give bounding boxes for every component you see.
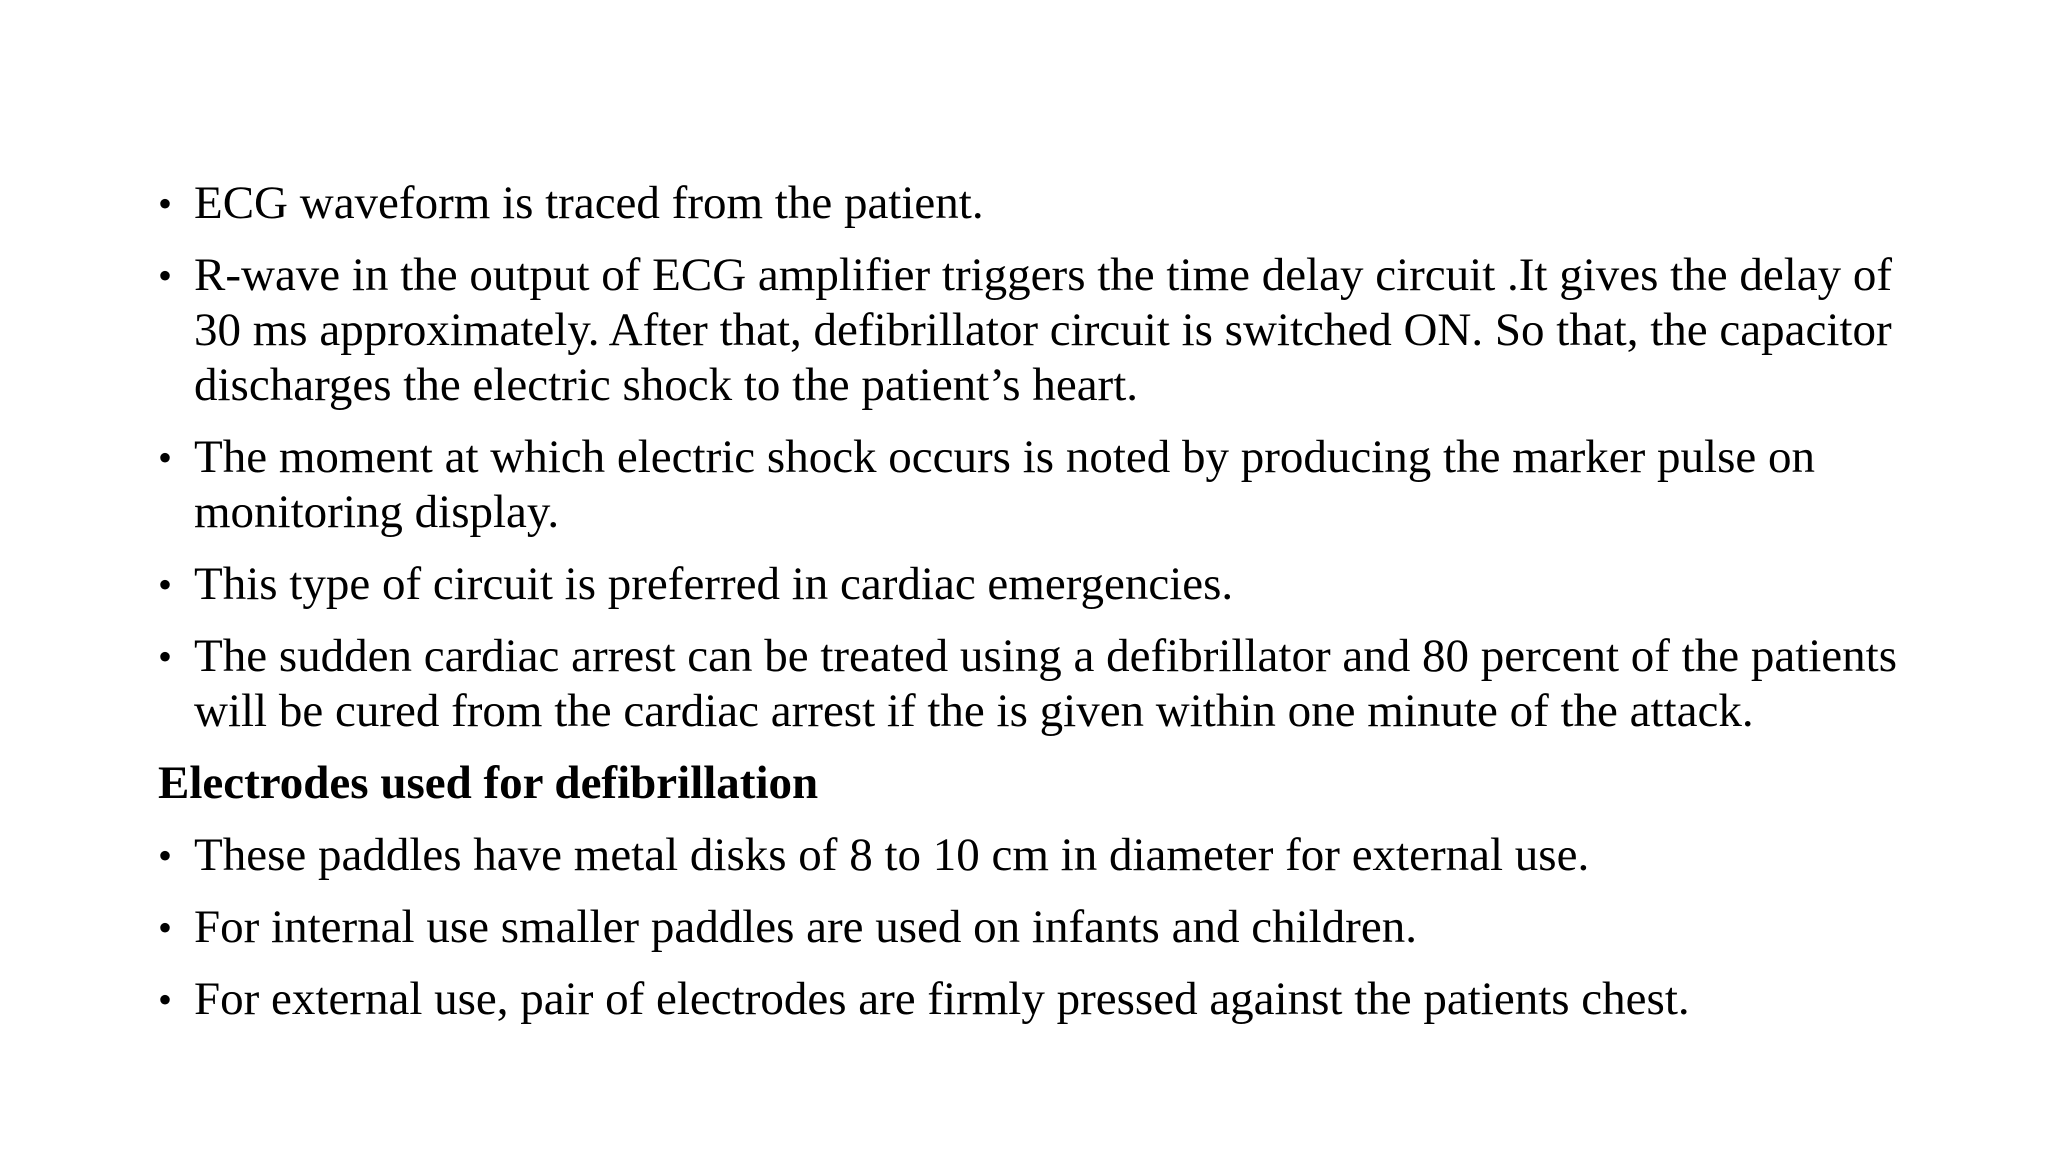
bullet-dot-icon: • [158, 562, 173, 607]
bullet-dot-icon: • [158, 833, 173, 878]
bullet-dot-icon: • [158, 253, 173, 298]
slide-body [158, 176, 1918, 1044]
bullet-item [158, 629, 1918, 739]
bullet-item [158, 176, 1918, 231]
bullet-dot-icon: • [158, 634, 173, 679]
bullet-text: R-wave in the output of ECG amplifier triggers the time delay circuit .It gives the delay of 30 ms approximately. After that, defibrillator circuit is switched ON. So that, the capacitor discharges the electric shock to the patient’s heart. [194, 249, 1893, 411]
bullet-dot-icon: • [158, 181, 173, 226]
bullet-text: ECG waveform is traced from the patient. [194, 177, 984, 229]
bullet-text: These paddles have metal disks of 8 to 10 cm in diameter for external use. [194, 829, 1590, 881]
bullet-dot-icon: • [158, 435, 173, 480]
bullet-item [158, 248, 1918, 413]
section-heading: Electrodes used for defibrillation [158, 757, 819, 809]
bullet-text: For internal use smaller paddles are used on infants and children. [194, 901, 1417, 953]
bullet-item [158, 972, 1918, 1027]
bullet-item [158, 900, 1918, 955]
bullet-dot-icon: • [158, 905, 173, 950]
bullet-text: This type of circuit is preferred in cardiac emergencies. [194, 558, 1234, 610]
bullet-dot-icon: • [158, 977, 173, 1022]
bullet-text: For external use, pair of electrodes are firmly pressed against the patients chest. [194, 973, 1690, 1025]
bullet-item [158, 430, 1918, 540]
bullet-text: The moment at which electric shock occurs is noted by producing the marker pulse on monitoring display. [194, 431, 1816, 538]
bullet-text: The sudden cardiac arrest can be treated using a defibrillator and 80 percent of the patients will be cured from the cardiac arrest if the is given within one minute of the attack. [194, 630, 1898, 737]
bullet-item [158, 557, 1918, 612]
bullet-item [158, 828, 1918, 883]
